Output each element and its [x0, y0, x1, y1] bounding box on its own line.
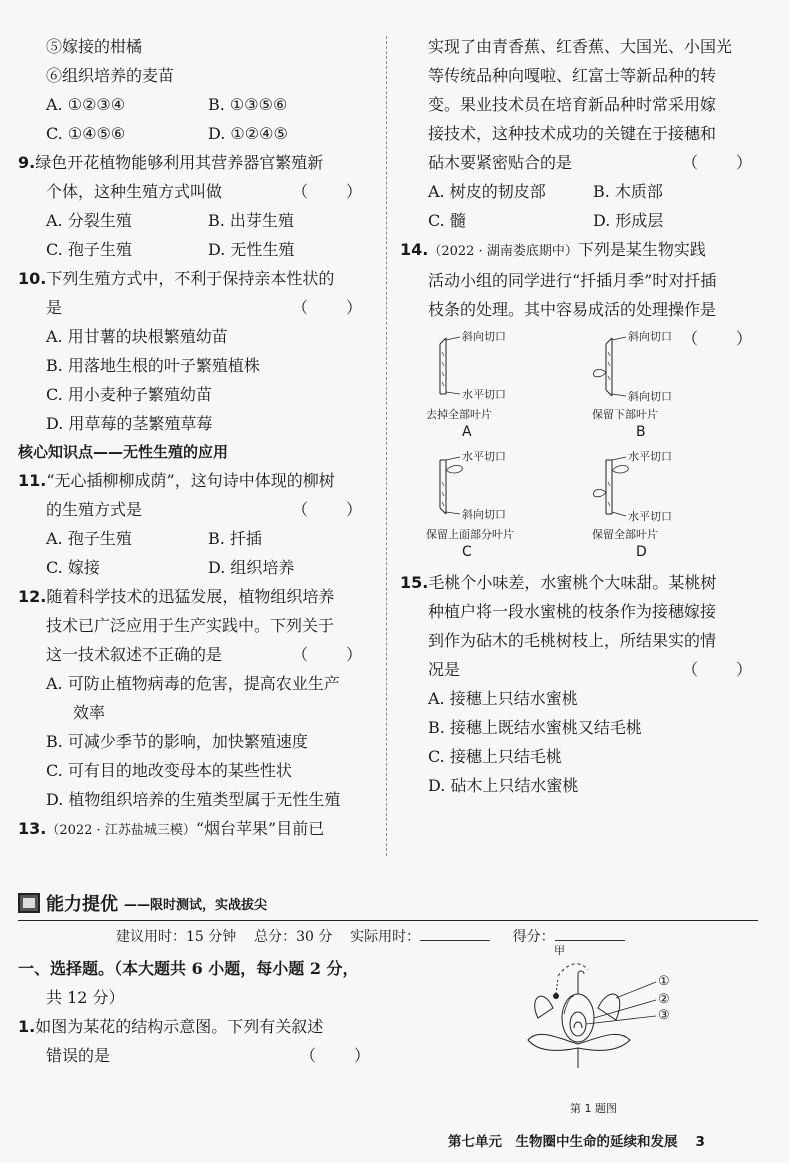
q9-stem: [18, 148, 370, 177]
right-column: [400, 32, 760, 800]
cut-label-bottom: 斜向切口: [462, 508, 506, 521]
option: D. 形成层: [593, 211, 664, 230]
flower-diagram: [498, 948, 698, 1098]
time-score-bar: [116, 926, 625, 946]
option: B. ①③⑤⑥: [208, 95, 288, 114]
question-text: 是: [46, 298, 63, 317]
cutting-stem-drawing: [426, 332, 606, 444]
q15-stem: [400, 655, 760, 684]
q12-stem: [18, 582, 370, 611]
flower-figure: [498, 944, 698, 1128]
question-text: 活动小组的同学进行“扦插月季”时对扦插: [428, 271, 717, 290]
actual-time-label: 实际用时：: [350, 929, 421, 945]
suggested-time: 建议用时：15 分钟: [116, 929, 237, 945]
cutting-stem-drawing: [426, 452, 606, 564]
option: C. 嫁接: [46, 558, 100, 577]
question-text: 下列生殖方式中，不利于保持亲本性状的: [46, 269, 335, 288]
q10-stem: [18, 293, 370, 322]
ability-subtitle: ——限时测试，实战拔尖: [124, 897, 268, 913]
option-line: ⑥组织培养的麦苗: [46, 66, 175, 85]
section-heading: 核心知识点——无性生殖的应用: [18, 443, 229, 461]
question-text: 到作为砧木的毛桃树枝上，所结果实的情: [428, 631, 717, 650]
question-text: 变。果业技术员在培育新品种时常采用嫁: [428, 95, 717, 114]
question-text: 错误的是: [46, 1046, 111, 1065]
cut-label-top: 水平切口: [462, 450, 506, 463]
question-text: 等传统品种向嘎啦、红富士等新品种的转: [428, 66, 717, 85]
option: A. 孢子生殖: [46, 529, 132, 548]
option: A. ①②③④: [46, 95, 126, 114]
page-number: 3: [695, 1134, 705, 1150]
figure-caption: 去掉全部叶片: [426, 408, 492, 421]
question-text: 绿色开花植物能够利用其营养器官繁殖新: [35, 153, 324, 172]
q14-stem: [400, 235, 760, 266]
unit-title: 第七单元 生物圈中生命的延续和发展: [448, 1134, 678, 1150]
header-rule: [18, 920, 758, 921]
ability-questions: [18, 954, 378, 1070]
question-number: 11.: [18, 471, 47, 490]
answer-blank[interactable]: （ ）: [291, 298, 364, 317]
q11-options: [18, 553, 370, 582]
label-3: ③: [658, 1008, 670, 1023]
answer-blank[interactable]: （ ）: [681, 660, 754, 679]
cutting-figures: [400, 328, 760, 568]
ability-section: [18, 886, 758, 1115]
option: C. 用小麦种子繁殖幼苗: [46, 385, 212, 404]
cut-label-top: 斜向切口: [462, 330, 506, 343]
question-number: 12.: [18, 587, 47, 606]
cut-label-bottom: 斜向切口: [628, 390, 672, 403]
answer-blank[interactable]: （ ）: [681, 153, 754, 172]
q13-options: [400, 177, 760, 206]
cutting-stem-drawing: [592, 452, 772, 564]
figure-letter: C: [462, 544, 472, 560]
ability-header: [18, 886, 758, 920]
question-text: 下列是某生物实践: [577, 240, 706, 259]
option: A. 树皮的韧皮部: [428, 182, 546, 201]
q10-stem: [18, 264, 370, 293]
option: B. 扦插: [208, 529, 262, 548]
label-jia: 甲: [554, 944, 565, 957]
page-footer: [448, 1130, 705, 1150]
option: D. 组织培养: [208, 558, 295, 577]
figure-caption: 保留上面部分叶片: [426, 528, 514, 541]
question-text: 如图为某花的结构示意图。下列有关叙述: [35, 1017, 324, 1036]
q11-stem: [18, 466, 370, 495]
figure-caption: 保留全部叶片: [592, 528, 658, 541]
q9-options: [18, 235, 370, 264]
left-column: [18, 32, 370, 845]
question-text: “无心插柳柳成荫”，这句诗中体现的柳树: [46, 471, 335, 490]
option: D. 用草莓的茎繁殖草莓: [46, 414, 213, 433]
figure-c: [426, 452, 606, 564]
question-text: 枝条的处理。其中容易成活的处理操作是: [428, 300, 717, 319]
q9-stem: [18, 177, 370, 206]
option: B. 出芽生殖: [208, 211, 294, 230]
book-icon: [18, 893, 40, 913]
question-text: 接技术，这种技术成功的关键在于接穗和: [428, 124, 717, 143]
option: D. 无性生殖: [208, 240, 295, 259]
cut-label-top: 水平切口: [628, 450, 672, 463]
option: D. 砧木上只结水蜜桃: [428, 776, 579, 795]
question-text: 随着科学技术的迅猛发展，植物组织培养: [46, 587, 335, 606]
answer-blank[interactable]: （ ）: [681, 329, 754, 348]
figure-a: [426, 332, 606, 444]
option: A. 可防止植物病毒的危害，提高农业生产: [46, 674, 340, 693]
option: B. 接穗上既结水蜜桃又结毛桃: [428, 718, 642, 737]
option: D. 植物组织培养的生殖类型属于无性生殖: [46, 790, 341, 809]
option: B. 可减少季节的影响，加快繁殖速度: [46, 732, 308, 751]
question-text: 这一技术叙述不正确的是: [46, 645, 223, 664]
question-text: 砧木要紧密贴合的是: [428, 153, 573, 172]
question-text: 种植户将一段水蜜桃的枝条作为接穗嫁接: [428, 602, 717, 621]
option: C. 可有目的地改变母本的某些性状: [46, 761, 292, 780]
column-divider: [386, 36, 387, 856]
question-text: 况是: [428, 660, 461, 679]
option: C. ①④⑤⑥: [46, 124, 126, 143]
answer-blank[interactable]: （ ）: [291, 645, 364, 664]
q15-stem: [400, 568, 760, 597]
figure-d: [592, 452, 772, 564]
q1-stem: [18, 1012, 378, 1041]
answer-blank[interactable]: （ ）: [299, 1046, 372, 1065]
question-source: （2022 · 湖南娄底期中）: [428, 244, 578, 259]
option: A. 分裂生殖: [46, 211, 132, 230]
q12-stem: [18, 640, 370, 669]
cut-label-bottom: 水平切口: [462, 388, 506, 401]
section-instruction: 共 12 分）: [46, 988, 125, 1007]
figure-caption: 第 1 题图: [570, 1102, 617, 1115]
actual-time-field[interactable]: [420, 940, 490, 941]
figure-caption: 保留下部叶片: [592, 408, 658, 421]
score-field[interactable]: [555, 940, 625, 941]
question-text: 个体，这种生殖方式叫做: [46, 182, 223, 201]
q8-options: [18, 119, 370, 148]
cut-label-bottom: 水平切口: [628, 510, 672, 523]
question-text: 的生殖方式是: [46, 500, 143, 519]
question-number: 1.: [18, 1017, 36, 1036]
q8-options: [18, 90, 370, 119]
option: C. 接穗上只结毛桃: [428, 747, 562, 766]
option: C. 髓: [428, 211, 466, 230]
answer-blank[interactable]: （ ）: [291, 182, 364, 201]
figure-b: [592, 332, 772, 444]
figure-letter: A: [462, 424, 472, 440]
question-number: 15.: [400, 573, 429, 592]
answer-blank[interactable]: （ ）: [291, 500, 364, 519]
q13-stem: [400, 148, 760, 177]
option: C. 孢子生殖: [46, 240, 132, 259]
question-text: 技术已广泛应用于生产实践中。下列关于: [46, 616, 335, 635]
option-continued: 效率: [73, 703, 106, 722]
score-label: 得分：: [512, 929, 555, 945]
question-text: 实现了由青香蕉、红香蕉、大国光、小国光: [428, 37, 733, 56]
question-number: 13.: [18, 819, 47, 838]
q11-options: [18, 524, 370, 553]
question-text: “烟台苹果”目前已: [195, 819, 325, 838]
label-2: ②: [658, 992, 670, 1007]
figure-letter: D: [636, 544, 647, 560]
question-text: 毛桃个小味差，水蜜桃个大味甜。某桃树: [428, 573, 717, 592]
q9-options: [18, 206, 370, 235]
cut-label-top: 斜向切口: [628, 330, 672, 343]
cutting-stem-drawing: [592, 332, 772, 444]
option: A. 用甘薯的块根繁殖幼苗: [46, 327, 228, 346]
question-number: 10.: [18, 269, 47, 288]
question-source: （2022 · 江苏盐城三模）: [46, 823, 196, 838]
option-line: ⑤嫁接的柑橘: [46, 37, 143, 56]
label-1: ①: [658, 974, 670, 989]
option: B. 用落地生根的叶子繁殖植株: [46, 356, 260, 375]
ability-title: 能力提优: [46, 894, 118, 915]
q11-stem: [18, 495, 370, 524]
total-score: 总分：30 分: [254, 929, 333, 945]
option: D. ①②④⑤: [208, 124, 288, 143]
option: B. 木质部: [593, 182, 663, 201]
q13-options: [400, 206, 760, 235]
option: A. 接穗上只结水蜜桃: [428, 689, 578, 708]
question-number: 9.: [18, 153, 36, 172]
section-instruction: 一、选择题。（本大题共 6 小题，每小题 2 分，: [18, 959, 359, 978]
q1-stem: [18, 1041, 378, 1070]
question-number: 14.: [400, 240, 429, 259]
figure-letter: B: [636, 424, 646, 440]
q13-stem: [18, 814, 370, 845]
